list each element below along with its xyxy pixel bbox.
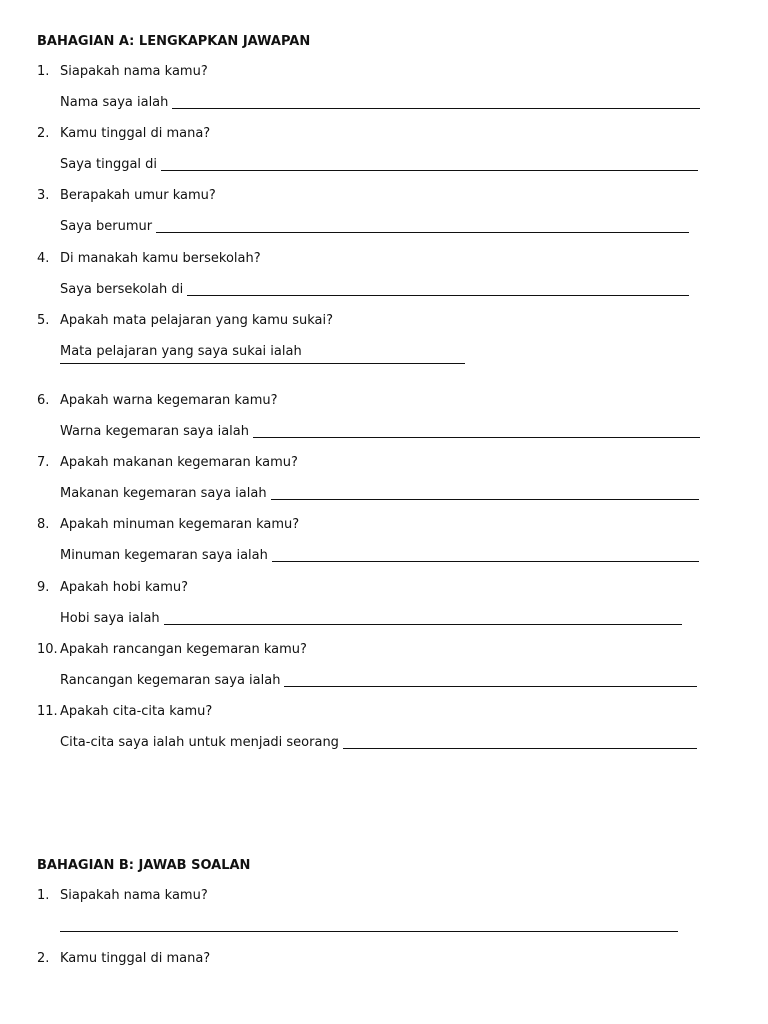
answer-blank[interactable] bbox=[272, 560, 699, 562]
question-number: 6. bbox=[37, 393, 50, 408]
question-text: Di manakah kamu bersekolah? bbox=[60, 251, 261, 266]
answer-prompt: Minuman kegemaran saya ialah bbox=[60, 548, 268, 563]
question-text: Apakah mata pelajaran yang kamu sukai? bbox=[60, 313, 334, 328]
question-number: 2. bbox=[37, 126, 50, 141]
answer-line bbox=[60, 218, 689, 235]
answer-blank[interactable] bbox=[60, 930, 678, 932]
answer-blank[interactable] bbox=[271, 498, 699, 500]
answer-prompt: Rancangan kegemaran saya ialah bbox=[60, 673, 281, 688]
question-number: 1. bbox=[37, 64, 50, 79]
answer-prompt: Hobi saya ialah bbox=[60, 611, 160, 626]
question-number: 8. bbox=[37, 517, 50, 532]
answer-prompt: Nama saya ialah bbox=[60, 95, 169, 110]
question-number: 7. bbox=[37, 455, 50, 470]
answer-blank[interactable] bbox=[172, 107, 700, 109]
answer-blank[interactable] bbox=[164, 623, 682, 625]
answer-line bbox=[60, 734, 697, 751]
question-text: Berapakah umur kamu? bbox=[60, 188, 216, 203]
question-number: 4. bbox=[37, 251, 50, 266]
answer-prompt: Saya tinggal di bbox=[60, 157, 158, 172]
question-text: Apakah makanan kegemaran kamu? bbox=[60, 455, 298, 470]
answer-blank[interactable] bbox=[187, 294, 689, 296]
answer-blank[interactable] bbox=[253, 436, 700, 438]
question-text: Kamu tinggal di mana? bbox=[60, 126, 211, 141]
question-number: 10. bbox=[37, 642, 58, 657]
question-text: Apakah minuman kegemaran kamu? bbox=[60, 517, 300, 532]
answer-blank[interactable] bbox=[161, 169, 698, 171]
question-number: 1. bbox=[37, 888, 50, 903]
answer-line bbox=[60, 156, 698, 173]
answer-blank[interactable] bbox=[60, 362, 465, 364]
answer-prompt: Cita-cita saya ialah untuk menjadi seorang bbox=[60, 735, 339, 750]
section-b-title: BAHAGIAN B: JAWAB SOALAN bbox=[37, 858, 251, 873]
answer-line bbox=[60, 610, 682, 627]
answer-blank[interactable] bbox=[343, 747, 697, 749]
question-text: Apakah rancangan kegemaran kamu? bbox=[60, 642, 307, 657]
question-text: Kamu tinggal di mana? bbox=[60, 951, 211, 966]
answer-line bbox=[60, 94, 700, 111]
answer-blank[interactable] bbox=[284, 685, 697, 687]
question-text: Apakah warna kegemaran kamu? bbox=[60, 393, 278, 408]
answer-prompt: Warna kegemaran saya ialah bbox=[60, 424, 249, 439]
answer-prompt: Makanan kegemaran saya ialah bbox=[60, 486, 267, 501]
answer-line bbox=[60, 485, 699, 502]
section-a-title: BAHAGIAN A: LENGKAPKAN JAWAPAN bbox=[37, 34, 311, 49]
question-text: Siapakah nama kamu? bbox=[60, 64, 208, 79]
question-text: Apakah hobi kamu? bbox=[60, 580, 189, 595]
answer-line bbox=[60, 281, 689, 298]
answer-line bbox=[60, 547, 699, 564]
answer-blank[interactable] bbox=[156, 231, 689, 233]
question-text: Apakah cita-cita kamu? bbox=[60, 704, 213, 719]
question-number: 3. bbox=[37, 188, 50, 203]
answer-prompt: Saya bersekolah di bbox=[60, 282, 184, 297]
question-number: 11. bbox=[37, 704, 58, 719]
question-number: 5. bbox=[37, 313, 50, 328]
answer-prompt: Saya berumur bbox=[60, 219, 153, 234]
answer-prompt: Mata pelajaran yang saya sukai ialah bbox=[60, 344, 302, 359]
answer-line bbox=[60, 423, 700, 440]
answer-line bbox=[60, 672, 697, 689]
question-number: 9. bbox=[37, 580, 50, 595]
question-number: 2. bbox=[37, 951, 50, 966]
question-text: Siapakah nama kamu? bbox=[60, 888, 208, 903]
